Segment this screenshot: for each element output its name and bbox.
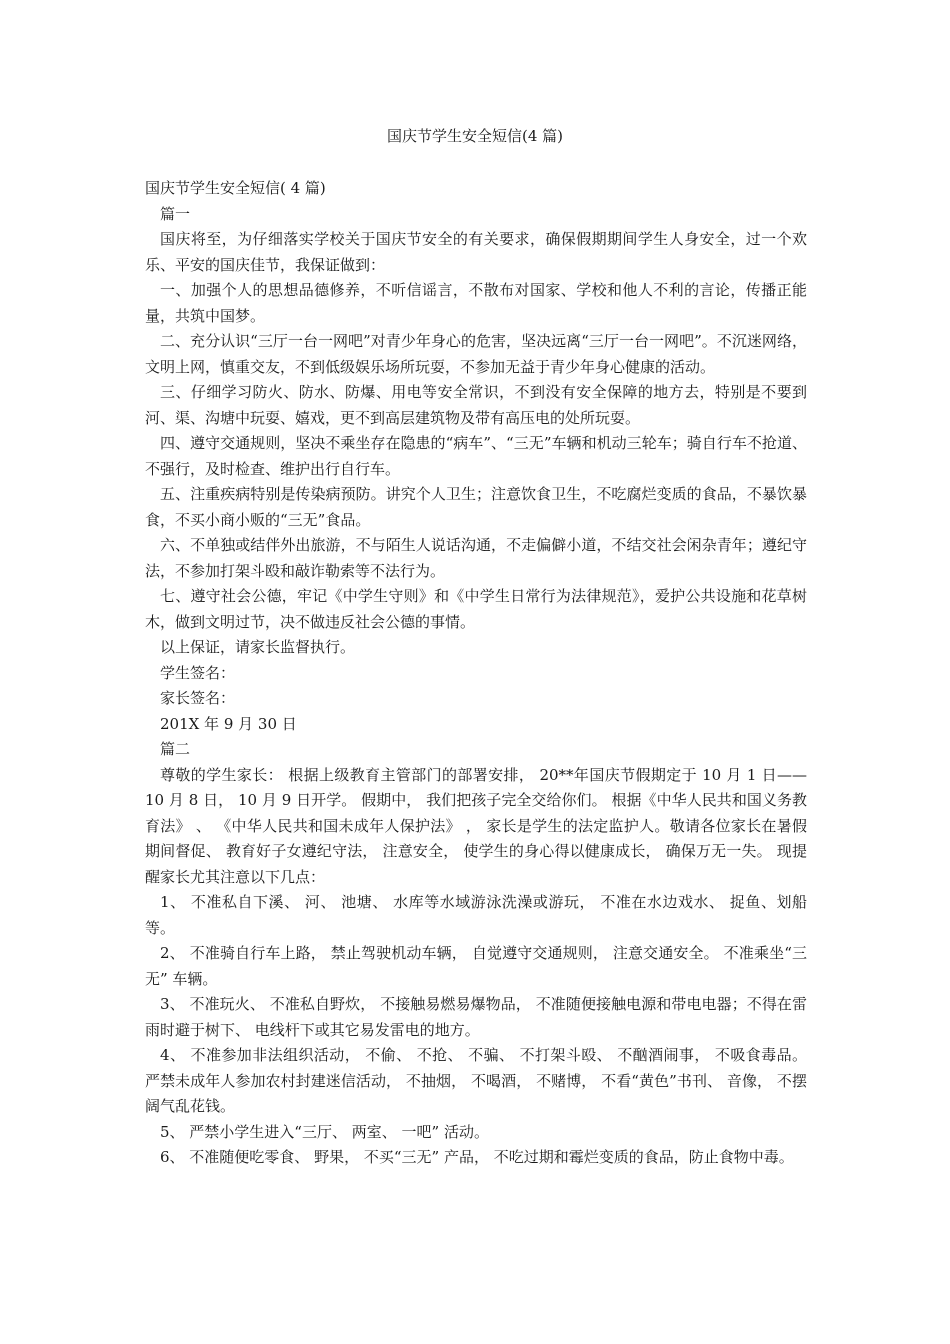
list-item: 5、 严禁小学生进入“三厅、 两室、 一吧” 活动。 bbox=[160, 1122, 489, 1141]
list-item: 1、 不准私自下溪、 河、 池塘、 水库等水域游泳洗澡或游玩， 不准在水边戏水、 捉鱼、划船等。 bbox=[145, 893, 807, 937]
paragraph: 四、遵守交通规则，坚决不乘坐存在隐患的“病车”、“三无”车辆和机动三轮车；骑自行车不抢道、不强行，及时检查、维护出行自行车。 bbox=[145, 434, 807, 478]
paragraph: 三、仔细学习防火、防水、防爆、用电等安全常识，不到没有安全保障的地方去，特别是不要到河、渠、沟塘中玩耍、嬉戏，更不到高层建筑物及带有高压电的处所玩耍。 bbox=[145, 383, 807, 427]
document-title: 国庆节学生安全短信(4 篇) bbox=[386, 127, 564, 145]
document-body bbox=[145, 176, 807, 1171]
paragraph: 国庆将至，为仔细落实学校关于国庆节安全的有关要求，确保假期期间学生人身安全，过一个欢乐、平安的国庆佳节，我保证做到： bbox=[145, 230, 807, 274]
list-item: 2、 不准骑自行车上路， 禁止驾驶机动车辆， 自觉遵守交通规则， 注意交通安全。 不准乘坐“三无” 车辆。 bbox=[145, 944, 807, 988]
paragraph: 五、注重疾病特别是传染病预防。讲究个人卫生；注意饮食卫生，不吃腐烂变质的食品，不暴饮暴食，不买小商小贩的“三无”食品。 bbox=[145, 485, 807, 529]
list-item: 6、 不准随便吃零食、 野果， 不买“三无” 产品， 不吃过期和霉烂变质的食品，防止食物中毒。 bbox=[160, 1148, 794, 1166]
date-line: 201X 年 9 月 30 日 bbox=[160, 714, 297, 733]
parent-signature-line: 家长签名： bbox=[160, 689, 236, 707]
paragraph: 以上保证，请家长监督执行。 bbox=[160, 638, 356, 656]
paragraph: 七、遵守社会公德，牢记《中学生守则》和《中学生日常行为法律规范》，爱护公共设施和花草树木，做到文明过节，决不做违反社会公德的事情。 bbox=[145, 587, 807, 631]
paragraph: 二、充分认识“三厅一台一网吧”对青少年身心的危害，坚决远离“三厅一台一网吧”。不沉迷网络，文明上网，慎重交友，不到低级娱乐场所玩耍，不参加无益于青少年身心健康的活动。 bbox=[145, 332, 807, 376]
paragraph: 一、加强个人的思想品德修养，不听信谣言，不散布对国家、学校和他人不利的言论，传播正能量，共筑中国梦。 bbox=[145, 281, 807, 325]
section-heading-1: 篇一 bbox=[160, 204, 191, 223]
list-item: 3、 不准玩火、 不准私自野炊， 不接触易燃易爆物品， 不准随便接触电源和带电电器；不得在雷雨时避于树下、 电线杆下或其它易发雷电的地方。 bbox=[145, 995, 807, 1039]
section-heading-2: 篇二 bbox=[160, 740, 191, 758]
student-signature-line: 学生签名： bbox=[160, 663, 236, 682]
paragraph: 六、不单独或结伴外出旅游，不与陌生人说话沟通，不走偏僻小道，不结交社会闲杂青年；遵纪守法，不参加打架斗殴和敲诈勒索等不法行为。 bbox=[145, 536, 807, 580]
document-subtitle: 国庆节学生安全短信( 4 篇) bbox=[145, 179, 326, 197]
paragraph: 尊敬的学生家长： 根据上级教育主管部门的部署安排， 20**年国庆节假期定于 10 月 1 日——10 月 8 日， 10 月 9 日开学。 假期中， 我们把孩子完全交给你们。 根据《中华人民共和国义务教育法》 、 《中华人民共和国未成年人保护法》 ， 家长是学生的法定监护人。敬请各位家长在暑假期间督促、 教育好子女遵纪守法， 注意安全， 使学生的身心得以健康成长， 确保万无一失。 现提醒家长尤其注意以下几点： bbox=[145, 765, 807, 886]
list-item: 4、 不准参加非法组织活动， 不偷、 不抢、 不骗、 不打架斗殴、 不酗酒闹事， 不吸食毒品。 严禁未成年人参加农村封建迷信活动， 不抽烟， 不喝酒， 不赌博， 不看“黄色”书刊、 音像， 不摆阔气乱花钱。 bbox=[145, 1046, 807, 1115]
